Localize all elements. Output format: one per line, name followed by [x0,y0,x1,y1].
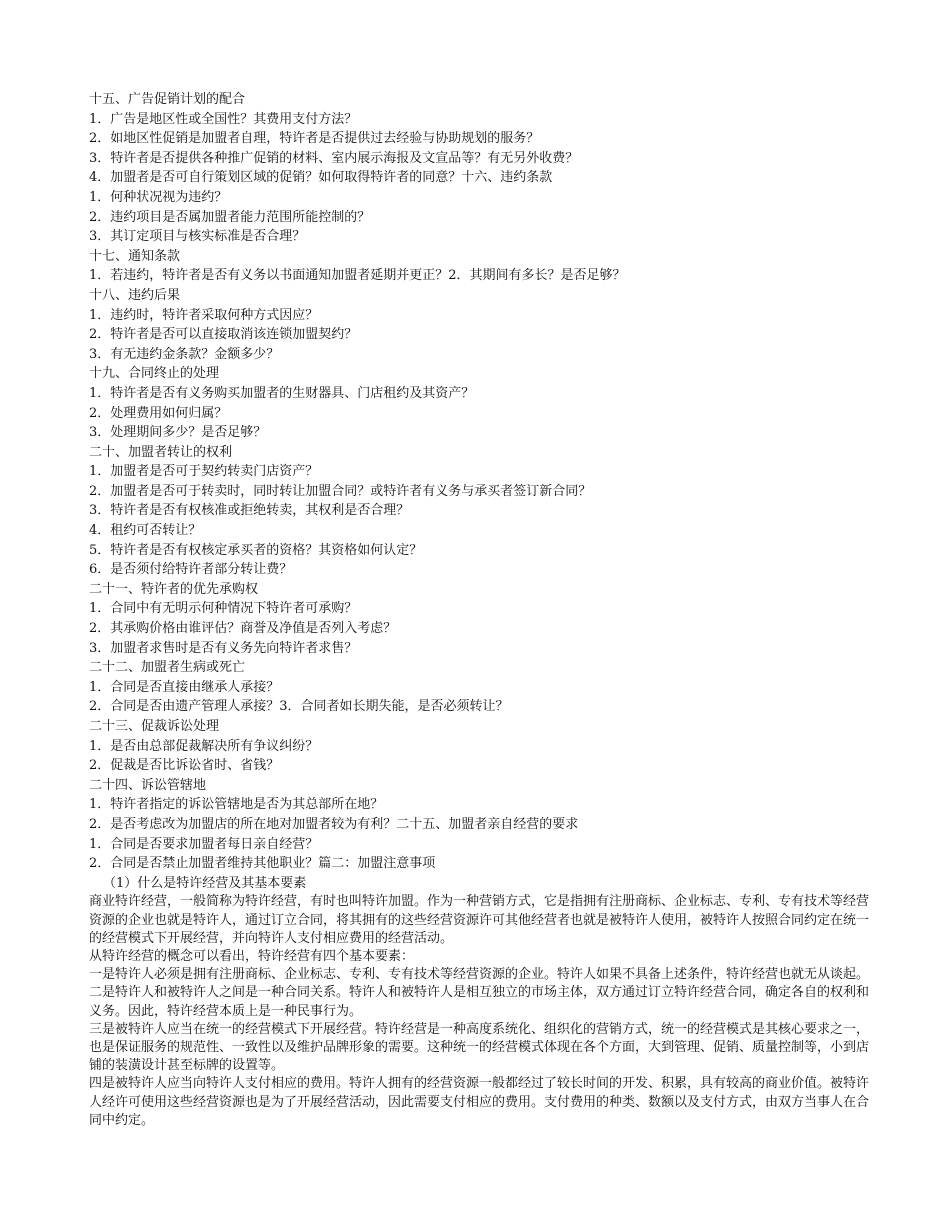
list-item: 2．处理费用如何归属？ [89,405,228,421]
section-heading: 二十二、加盟者生病或死亡 [89,660,246,676]
list-item: 3．其订定项目与核实标准是否合理？ [89,229,306,245]
list-item: 2．合同是否由遗产管理人承接？3．合同者如长期失能，是否必须转让？ [89,699,509,715]
list-item: 1．加盟者是否可于契约转卖门店资产？ [89,464,319,480]
paragraph: 一是特许人必须是拥有注册商标、企业标志、专利、专有技术等经营资源的企业。特许人如果不具备上述条件，特许经营也就无从谈起。 [89,967,870,983]
paragraph: 从特许经营的概念可以看出，特许经营有四个基本要素： [89,948,415,964]
checklist-lines [89,90,869,874]
list-item: 2．如地区性促销是加盟者自理，特许者是否提供过去经验与协助规划的服务？ [89,131,540,147]
list-item: 1．广告是地区性或全国性？其费用支付方法？ [89,111,358,127]
section-subheading: （1）什么是特许经营及其基本要素 [103,875,307,891]
list-item: 1．特许者是否有义务购买加盟者的生财器具、门店租约及其资产？ [89,385,475,401]
list-item: 3．处理期间多少？是否足够？ [89,425,267,441]
list-item: 2．加盟者是否可于转卖时，同时转让加盟合同？或特许者有义务与承买者签订新合同？ [89,483,592,499]
list-item: 3．特许者是否有权核准或拒绝转卖，其权利是否合理？ [89,503,410,519]
list-item: 2．其承购价格由谁评估？商誉及净值是否列入考虑？ [89,621,397,637]
section-heading: 二十四、诉讼管辖地 [89,777,207,793]
list-item: 2．是否考虑改为加盟店的所在地对加盟者较为有利？二十五、加盟者亲自经营的要求 [89,816,579,832]
list-item: 1．合同中有无明示何种情况下特许者可承购？ [89,601,358,617]
list-item: 5．特许者是否有权核定承买者的资格？其资格如何认定？ [89,542,423,558]
list-item: 2．促裁是否比诉讼省时、省钱？ [89,758,280,774]
paragraph: 商业特许经营，一般简称为特许经营，有时也叫特许加盟。作为一种营销方式，它是指拥有注册商标、企业标志、专利、专有技术等经营资源的企业也就是特许人，通过订立合同，将其拥有的这些经营资源许可其他经营者也就是被特许人使用，被特许人按照合同约定在统一的经营模式下开展经营，并向特许人支付相应费用的经营活动。 [89,894,870,946]
section-heading: 十七、通知条款 [89,248,181,264]
section-heading: 十五、广告促销计划的配合 [89,92,246,107]
list-item: 1．若违约，特许者是否有义务以书面通知加盟者延期并更正？2．其期间有多长？是否足够？ [89,268,626,284]
list-item: 1．何种状况视为违约？ [89,189,228,205]
list-item: 1．违约时，特许者采取何种方式因应？ [89,307,319,323]
list-item: 4．租约可否转让？ [89,523,202,539]
body-paragraphs [89,893,869,1130]
list-item: 1．合同是否要求加盟者每日亲自经营？ [89,836,319,852]
paragraph: 三是被特许人应当在统一的经营模式下开展经营。特许经营是一种高度系统化、组织化的营销方式，统一的经营模式是其核心要求之一，也是保证服务的规范性、一致性以及维护品牌形象的需要。这种统一的经营模式体现在各个方面，大到管理、促销、质量控制等，小到店铺的装潢设计甚至标牌的设置等。 [89,1021,870,1074]
paragraph: 二是特许人和被特许人之间是一种合同关系。特许人和被特许人是相互独立的市场主体，双方通过订立特许经营合同，确定各自的权利和义务。因此，特许经营本质上是一种民事行为。 [89,985,870,1019]
section-heading: 十九、合同终止的处理 [89,366,220,382]
list-item: 2．违约项目是否属加盟者能力范围所能控制的？ [89,209,371,225]
paragraph: 四是被特许人应当向特许人支付相应的费用。特许人拥有的经营资源一般都经过了较长时间的开发、积累，具有较高的商业价值。被特许人经许可使用这些经营资源也是为了开展经营活动，因此需要支付相应的费用。支付费用的种类、数额以及支付方式，由双方当事人在合同中约定。 [89,1076,870,1128]
list-item: 6．是否须付给特许者部分转让费？ [89,562,293,578]
section-heading: 二十、加盟者转让的权利 [89,444,233,460]
section-heading: 二十一、特许者的优先承购权 [89,581,259,597]
document-body [89,90,869,1130]
list-item: 3．有无违约金条款？金额多少？ [89,346,280,362]
list-item: 1．是否由总部促裁解决所有争议纠纷？ [89,738,319,754]
list-item: 3．特许者是否提供各种推广促销的材料、室内展示海报及文宣品等？有无另外收费？ [89,150,579,166]
section-heading: 二十三、促裁诉讼处理 [89,719,220,734]
list-item: 3．加盟者求售时是否有义务先向特许者求售？ [89,640,358,656]
list-item: 2．合同是否禁止加盟者维持其他职业？篇二：加盟注意事项 [89,856,436,872]
list-item: 4．加盟者是否可自行策划区域的促销？如何取得特许者的同意？十六、违约条款 [89,170,553,186]
list-item: 1．特许者指定的诉讼管辖地是否为其总部所在地？ [89,797,384,813]
list-item: 1．合同是否直接由继承人承接？ [89,679,280,695]
section-heading: 十八、违约后果 [89,287,181,303]
list-item: 2．特许者是否可以直接取消该连锁加盟契约？ [89,327,358,343]
